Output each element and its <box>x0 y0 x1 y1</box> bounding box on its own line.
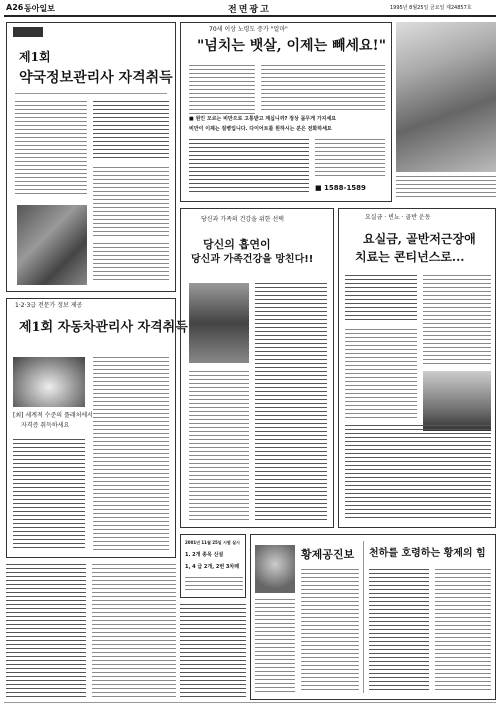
header-rule <box>4 15 496 17</box>
emperor-ad <box>250 534 496 700</box>
lily-ad-intro <box>189 65 255 115</box>
car-ad-body-right <box>93 357 169 551</box>
urine-ad <box>338 208 496 528</box>
pharmacy-ad-round: 제1회 <box>19 50 51 64</box>
pharmacy-ad-contact <box>93 243 169 283</box>
urine-ad-body-mid <box>345 329 417 419</box>
emperor-ad-title-left: 황제공진보 <box>301 548 355 561</box>
lily-ad-bullet-2: 비만이 이제는 질병입니다. 다이어트를 원하시는 분은 전화하세요 <box>189 126 332 132</box>
lily-ad-body-top <box>261 65 385 111</box>
exam-info-line-2: 1. 2개 종목 신설 <box>185 552 224 558</box>
urine-ad-title-2: 치료는 콘티넌스로... <box>355 250 465 264</box>
right-top-photo-caption <box>396 176 496 200</box>
car-ad-photo <box>13 357 85 407</box>
urine-ad-tagline: 요실금 · 빈뇨 · 골반 운동 <box>365 214 431 221</box>
pharmacy-ad-body-left <box>15 101 87 197</box>
bottom-center-article <box>180 604 246 700</box>
left-bottom-article-2 <box>92 564 176 700</box>
exam-info-line-1: 2001년 11월 25일 시험 실시 <box>185 540 240 545</box>
car-ad-body-left <box>13 439 85 551</box>
header-newspaper: 동아일보 <box>24 4 55 13</box>
car-ad-title: 제1회 자동차관리사 자격취득 <box>19 320 188 335</box>
pharmacy-ad-title: 약국정보관리사 자격취득 <box>19 70 173 86</box>
exam-info-details <box>185 577 243 593</box>
lily-ad-phone: ■ 1588-1589 <box>315 184 366 192</box>
health-ad-body-right <box>255 283 327 521</box>
header-section-title: 전면광고 <box>228 5 271 15</box>
emperor-ad-body-under-portrait <box>255 599 295 693</box>
health-ad <box>180 208 334 528</box>
pharmacy-ad-body-right <box>93 101 169 161</box>
health-ad-title-2: 당신과 가족건강을 망친다!! <box>191 254 314 265</box>
emperor-ad-body-left <box>301 569 359 693</box>
emperor-ad-title-right: 천하를 호령하는 황제의 힘 <box>369 548 486 559</box>
emperor-ad-body-right <box>435 569 491 693</box>
lily-ad-body-bottom-right <box>315 139 385 179</box>
car-ad-caption-2: 자격증 취득하세요 <box>21 422 70 429</box>
exam-info-box <box>180 534 246 598</box>
exam-info-line-3: 1, 4 급 2개, 2번 3차례 <box>185 564 240 570</box>
health-ad-body-left <box>189 371 249 521</box>
left-bottom-article <box>6 564 86 700</box>
emperor-ad-divider <box>363 541 364 693</box>
lily-ad-tagline: 70세 이상 노령도 증가 "얼마" <box>209 26 288 33</box>
emperor-ad-body-mid <box>369 569 429 693</box>
header-page-number: A26 <box>6 3 24 12</box>
urine-ad-body-top-left <box>345 275 417 323</box>
lily-ad-body-bottom <box>189 139 309 195</box>
footer-rule <box>4 702 496 703</box>
pharmacy-ad <box>6 22 176 292</box>
urine-ad-body-bottom <box>345 425 491 521</box>
urine-ad-title-1: 요실금, 골반저근장애 <box>363 232 476 246</box>
car-ad <box>6 298 188 558</box>
car-ad-caption-1: [최] 세계적 수준의 플래처에서 <box>13 412 93 419</box>
pharmacy-ad-photo <box>17 205 87 285</box>
lily-ad-bullet-1: ■ 원인 모르는 비만으로 고통받고 계십니까? 정상 몸무게 가지세요 <box>189 116 337 122</box>
pharmacy-ad-body-right2 <box>93 167 169 237</box>
pharmacy-ad-logo <box>13 27 43 37</box>
health-ad-photo <box>189 283 249 363</box>
urine-ad-photo <box>423 371 491 431</box>
pharmacy-ad-rule <box>15 93 167 94</box>
lily-ad <box>180 22 392 202</box>
car-ad-tagline: 1·2·3급 전문가 정보 제공 <box>15 302 83 309</box>
health-ad-tagline: 당신과 가족의 건강을 위한 선택 <box>201 216 284 223</box>
emperor-ad-portrait <box>255 545 295 593</box>
header-date-line: 1995년 8월25일 금요일 제24857호 <box>390 5 472 11</box>
urine-ad-body-top-right <box>423 275 491 365</box>
lily-ad-title: "넘치는 뱃살, 이제는 빼세요!" <box>197 38 386 54</box>
health-ad-title-1: 당신의 흡연이 <box>203 238 271 251</box>
right-top-photo <box>396 22 496 172</box>
